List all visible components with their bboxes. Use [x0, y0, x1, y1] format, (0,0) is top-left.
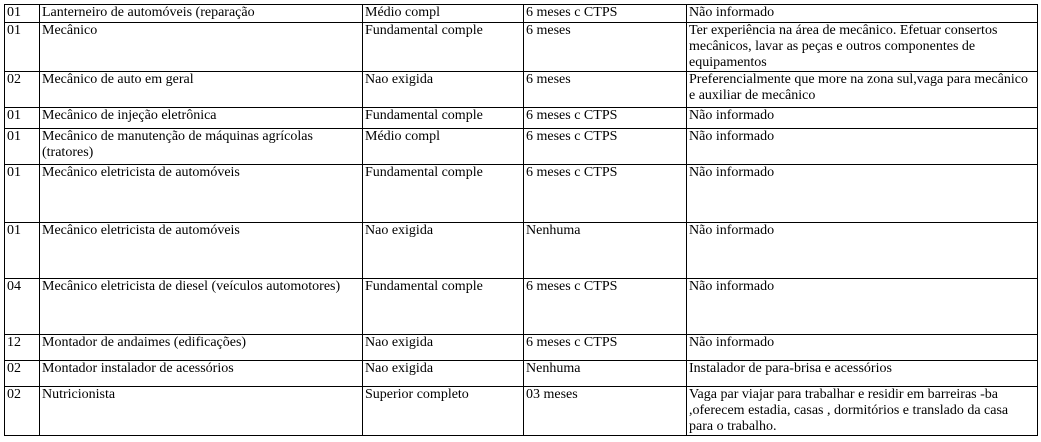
experience: Nenhuma [524, 361, 687, 387]
education-level: Fundamental comple [363, 23, 524, 72]
experience: 6 meses c CTPS [524, 129, 687, 165]
education-level: Nao exigida [363, 335, 524, 361]
experience: Nenhuma [524, 223, 687, 279]
job-title: Montador de andaimes (edificações) [40, 335, 363, 361]
vacancy-count: 01 [5, 223, 40, 279]
job-title: Mecânico [40, 23, 363, 72]
table-row [5, 23, 1038, 72]
experience: 6 meses c CTPS [524, 165, 687, 223]
requirements: Vaga par viajar para trabalhar e residir em barreiras -ba ,oferecem estadia, casas , dormitórios e translado da casa para o trabalho. [687, 387, 1038, 436]
table-row [5, 361, 1038, 387]
table-row [5, 72, 1038, 108]
requirements: Não informado [687, 129, 1038, 165]
vacancy-count: 01 [5, 129, 40, 165]
job-title: Mecânico de injeção eletrônica [40, 108, 363, 129]
education-level: Superior completo [363, 387, 524, 436]
job-title: Montador instalador de acessórios [40, 361, 363, 387]
job-title: Lanterneiro de automóveis (reparação [40, 5, 363, 23]
requirements: Não informado [687, 223, 1038, 279]
vacancy-count: 01 [5, 108, 40, 129]
experience: 6 meses c CTPS [524, 279, 687, 335]
vacancy-count: 01 [5, 165, 40, 223]
requirements: Não informado [687, 165, 1038, 223]
education-level: Fundamental comple [363, 279, 524, 335]
job-title: Mecânico eletricista de automóveis [40, 223, 363, 279]
experience: 6 meses [524, 23, 687, 72]
vacancy-count: 01 [5, 5, 40, 23]
requirements: Não informado [687, 5, 1038, 23]
experience: 6 meses c CTPS [524, 335, 687, 361]
table-row [5, 279, 1038, 335]
job-title: Mecânico de auto em geral [40, 72, 363, 108]
vacancy-count: 12 [5, 335, 40, 361]
education-level: Fundamental comple [363, 108, 524, 129]
vacancy-count: 02 [5, 72, 40, 108]
table-row [5, 387, 1038, 436]
requirements: Ter experiência na área de mecânico. Efetuar consertos mecânicos, lavar as peças e outros componentes de equipamentos [687, 23, 1038, 72]
table-row [5, 129, 1038, 165]
education-level: Fundamental comple [363, 165, 524, 223]
table-row [5, 335, 1038, 361]
experience: 6 meses c CTPS [524, 5, 687, 23]
table-row [5, 165, 1038, 223]
table-row [5, 108, 1038, 129]
vacancy-count: 04 [5, 279, 40, 335]
requirements: Não informado [687, 279, 1038, 335]
vacancy-count: 02 [5, 387, 40, 436]
requirements: Preferencialmente que more na zona sul,vaga para mecânico e auxiliar de mecânico [687, 72, 1038, 108]
requirements: Instalador de para-brisa e acessórios [687, 361, 1038, 387]
table-row [5, 223, 1038, 279]
requirements: Não informado [687, 108, 1038, 129]
education-level: Médio compl [363, 5, 524, 23]
requirements: Não informado [687, 335, 1038, 361]
education-level: Nao exigida [363, 361, 524, 387]
education-level: Médio compl [363, 129, 524, 165]
education-level: Nao exigida [363, 72, 524, 108]
experience: 6 meses c CTPS [524, 108, 687, 129]
education-level: Nao exigida [363, 223, 524, 279]
job-title: Mecânico de manutenção de máquinas agrícolas (tratores) [40, 129, 363, 165]
vacancy-count: 02 [5, 361, 40, 387]
experience: 03 meses [524, 387, 687, 436]
vacancy-count: 01 [5, 23, 40, 72]
experience: 6 meses [524, 72, 687, 108]
job-title: Mecânico eletricista de diesel (veículos automotores) [40, 279, 363, 335]
table-row [5, 5, 1038, 23]
job-listings-table [4, 4, 1038, 436]
job-title: Mecânico eletricista de automóveis [40, 165, 363, 223]
job-title: Nutricionista [40, 387, 363, 436]
